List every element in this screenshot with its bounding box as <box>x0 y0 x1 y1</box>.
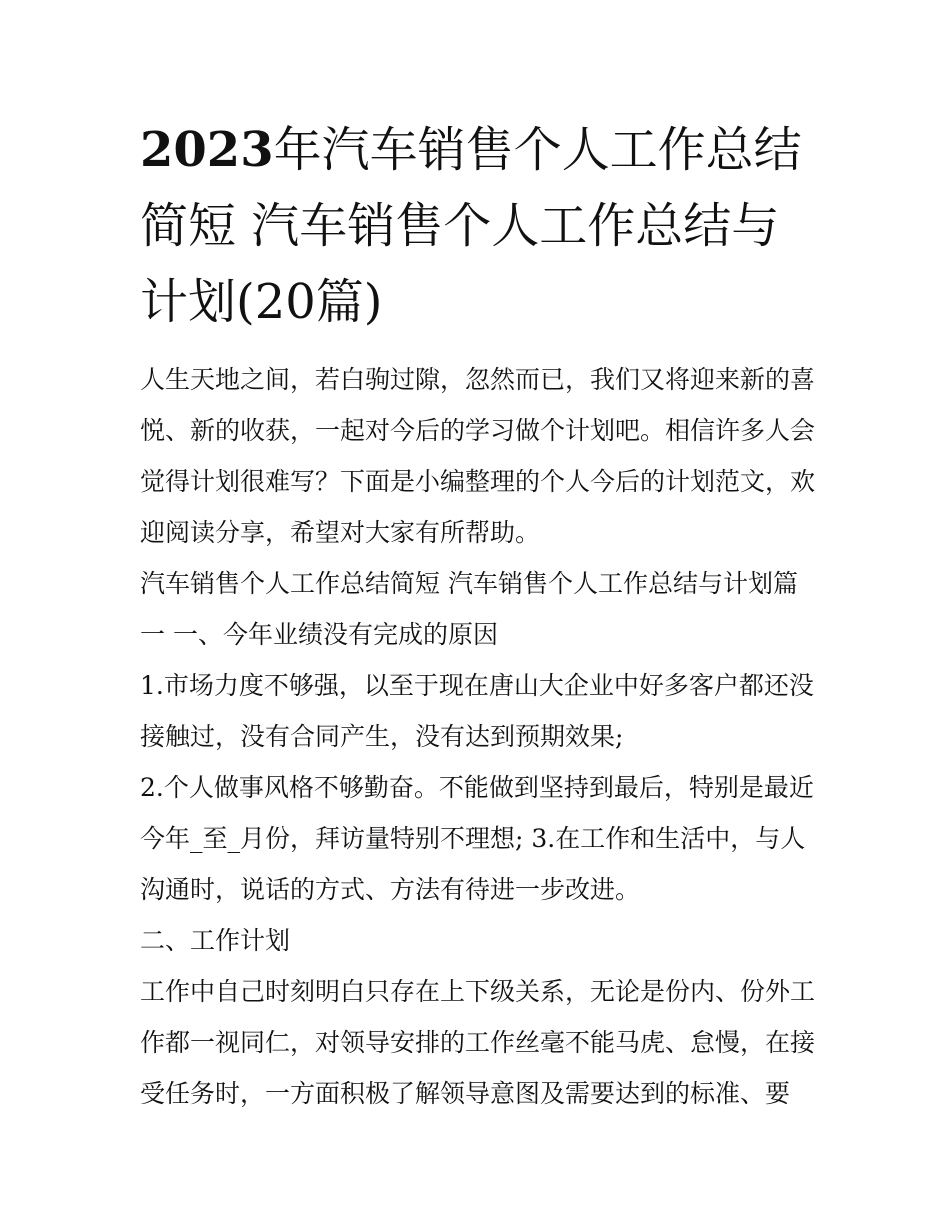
document-title <box>140 112 816 340</box>
intro-paragraph: 人生天地之间，若白驹过隙，忽然而已，我们又将迎来新的喜悦、新的收获，一起对今后的学习做个计划吧。相信许多人会觉得计划很难写？下面是小编整理的个人今后的计划范文，欢迎阅读分享，希望对大家有所帮助。 <box>140 365 816 547</box>
document-body <box>140 112 816 1119</box>
section-heading-two: 二、工作计划 <box>140 926 291 955</box>
reason-item-two-three: 2.个人做事风格不够勤奋。不能做到坚持到最后，特别是最近今年_至_月份，拜访量特别不理想; 3.在工作和生活中，与人沟通时，说话的方式、方法有待进一步改进。 <box>140 773 814 904</box>
title-year: 2023 <box>140 122 274 178</box>
reason-item-one: 1.市场力度不够强，以至于现在唐山大企业中好多客户都还没接触过，没有合同产生，没有达到预期效果; <box>140 671 814 751</box>
section-heading-one: 汽车销售个人工作总结简短 汽车销售个人工作总结与计划篇一 一、今年业绩没有完成的原因 <box>140 569 798 649</box>
title-text: 年汽车销售个人工作总结简短 汽车销售个人工作总结与计划(20篇) <box>140 122 802 330</box>
work-plan-paragraph: 工作中自己时刻明白只存在上下级关系，无论是份内、份外工作都一视同仁，对领导安排的工作丝毫不能马虎、怠慢，在接受任务时，一方面积极了解领导意图及需要达到的标准、要 <box>140 977 816 1108</box>
